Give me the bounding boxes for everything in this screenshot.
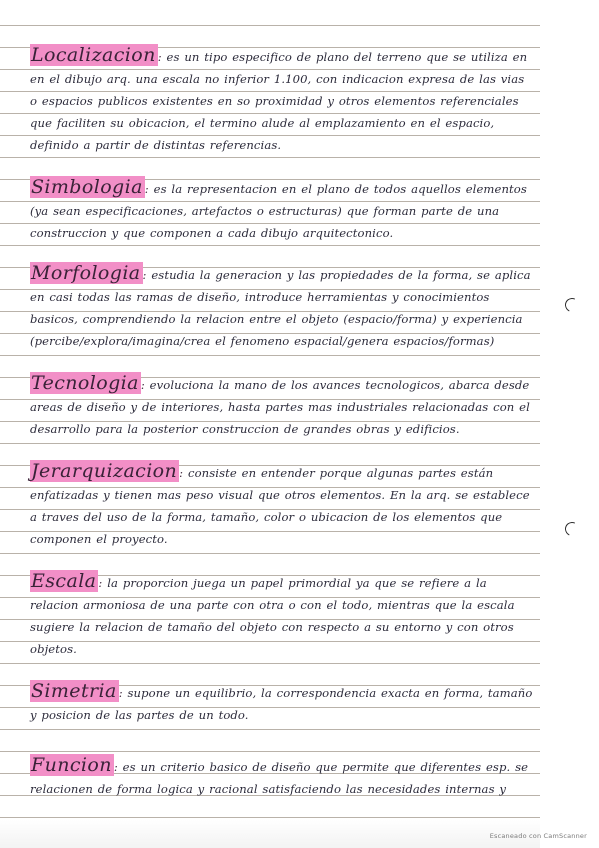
note-text: evoluciona la mano de los avances tecnologicos, abarca desde areas de diseño y de interiores, hasta partes mas industriales relacionadas con el desarrollo para la posterior construccion de grandes obras y edificios. [30,378,530,436]
note-entry-simetria: Simetria : supone un equilibrio, la correspondencia exacta en forma, tamaño y posicion de las partes de un todo. [30,680,533,722]
note-text: es un tipo especifico de plano del terreno que se utiliza en en el dibujo arq. una escala no inferior 1.100, con indicacion expresa de las vias o espacios publicos existentes en so proximidad y otros elementos referenciales que faciliten su obicacion, el termino alude al emplazamiento en el espacio, definido a partir de distintas referencias. [30,50,528,152]
page-margin [540,0,599,848]
note-entry-escala: Escala : la proporcion juega un papel primordial ya que se refiere a la relacion armoniosa de una parte con otra o con el todo, mientras que la escala sugiere la relacion de tamaño del objeto con respecto a su entorno y con otros objetos. [30,570,515,656]
note-term: Jerarquizacion [31,460,178,482]
note-text: supone un equilibrio, la correspondencia exacta en forma, tamaño y posicion de las partes de un todo. [30,686,533,722]
note-entry-tecnologia: Tecnologia : evoluciona la mano de los avances tecnologicos, abarca desde areas de diseño y de interiores, hasta partes mas industriales relacionadas con el desarrollo para la posterior construccion de grandes obras y edificios. [30,372,530,436]
page-bottom-edge [0,820,540,848]
note-entry-localizacion: Localizacion : es un tipo especifico de plano del terreno que se utiliza en en el dibujo arq. una escala no inferior 1.100, con indicacion expresa de las vias o espacios publicos existentes en so proximidad y otros elementos referenciales que faciliten su obicacion, el termino alude al emplazamiento en el espacio, definido a partir de distintas referencias. [30,44,528,152]
note-term: Escala [31,570,97,592]
note-entry-morfologia: Morfologia : estudia la generacion y las propiedades de la forma, se aplica en casi todas las ramas de diseño, introduce herramientas y conocimientos basicos, comprendiendo la relacion entre el objeto (espacio/forma) y experiencia (percibe/explora/imagina/crea el fenomeno espacial/genera espacios/formas) [30,262,531,348]
note-term: Simetria [31,680,117,702]
note-term: Simbologia [31,176,143,198]
note-term: Funcion [31,754,112,776]
note-entry-jerarquizacion: Jerarquizacion : consiste en entender porque algunas partes están enfatizadas y tienen mas peso visual que otros elementos. En la arq. se establece a traves del uso de la forma, tamaño, color o ubicacion de los elementos que componen el proyecto. [30,460,530,546]
note-term: Morfologia [31,262,141,284]
note-text: estudia la generacion y las propiedades de la forma, se aplica en casi todas las ramas de diseño, introduce herramientas y conocimientos basicos, comprendiendo la relacion entre el objeto (espacio/forma) y experiencia (percibe/explora/imagina/crea el fenomeno espacial/genera espacios/formas) [30,268,531,348]
note-entry-simbologia: Simbologia : es la representacion en el plano de todos aquellos elementos (ya sean especificaciones, artefactos o estructuras) que forman parte de una construccion y que componen a cada dibujo arquitectonico. [30,176,527,240]
note-text: es un criterio basico de diseño que permite que diferentes esp. se relacionen de forma logica y racional satisfaciendo las necesidades internas y [30,760,529,796]
note-text: la proporcion juega un papel primordial ya que se refiere a la relacion armoniosa de una parte con otra o con el todo, mientras que la escala sugiere la relacion de tamaño del objeto con respecto a su entorno y con otros objetos. [30,576,515,656]
note-text: es la representacion en el plano de todos aquellos elementos (ya sean especificaciones, artefactos o estructuras) que forman parte de una construccion y que componen a cada dibujo arquitectonico. [30,182,527,240]
note-entry-funcion: Funcion : es un criterio basico de diseño que permite que diferentes esp. se relacionen de forma logica y racional satisfaciendo las necesidades internas y [30,754,529,796]
note-term: Tecnologia [31,372,139,394]
note-text: consiste en entender porque algunas partes están enfatizadas y tienen mas peso visual que otros elementos. En la arq. se establece a traves del uso de la forma, tamaño, color o ubicacion de los elementos que componen el proyecto. [30,466,530,546]
note-term: Localizacion [31,44,156,66]
scanner-watermark: Escaneado con CamScanner [489,832,587,840]
